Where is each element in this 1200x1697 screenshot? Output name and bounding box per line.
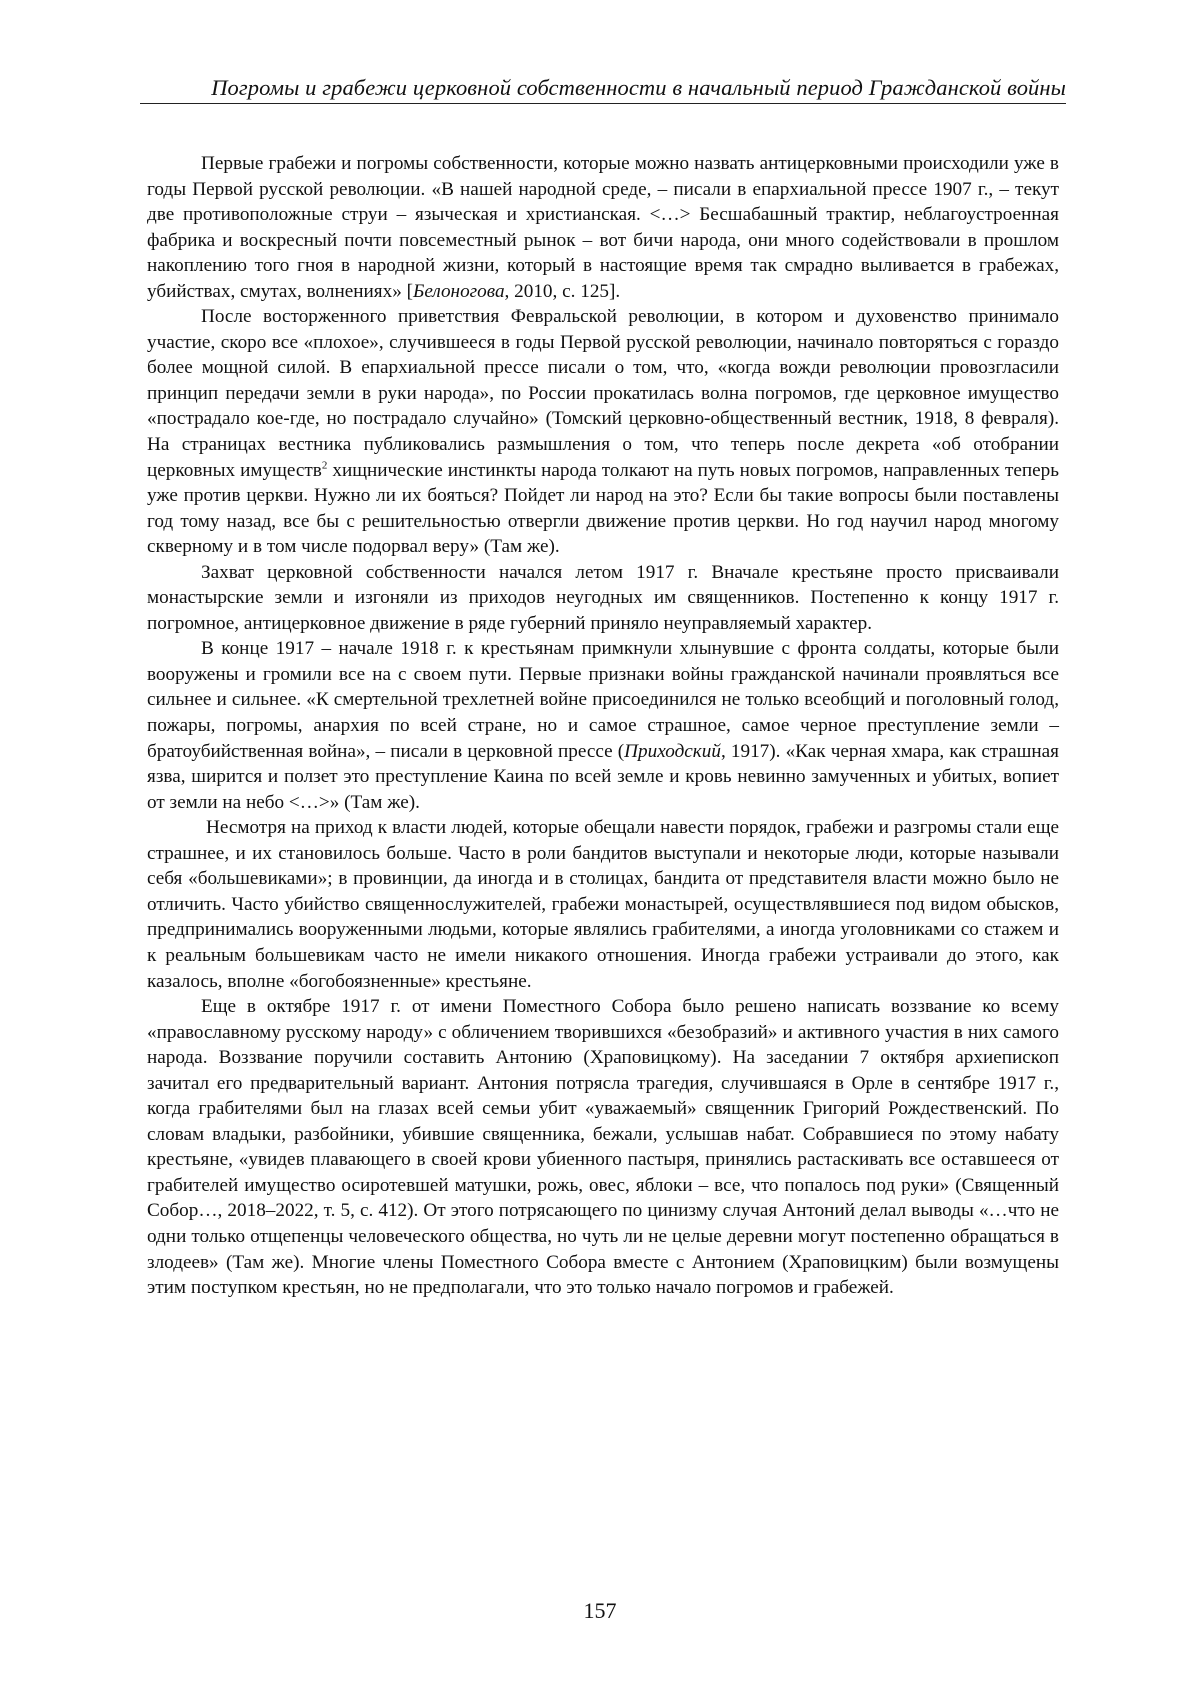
paragraph-5: Несмотря на приход к власти людей, которые обещали навести порядок, грабежи и раз­громы стали еще страшнее, и их становилось больше. Часто в роли бандитов выступали и неко­торые люди, которые называли себя «большевиками»; в провинции, да иногда и в столицах, бандита от представителя власти можно было не отличить. Часто убийство священнослужите­лей, грабежи монастырей, осуществлявшиеся под видом обысков, предпринимались вооружен­ными людьми, которые являлись грабителями, а иногда уголовниками со стажем и к реальным большевикам часто не имели никакого отношения. Иногда грабежи устраивали до этого, как казалось, вполне «богобоязненные» крестьяне. xyxy=(147,815,1059,994)
citation-author: Белоногова xyxy=(413,281,505,302)
paragraph-2: После восторженного приветствия Февральской революции, в котором и духовенство принимало участие, скоро все «плохое», случившееся в годы Первой русской революции, начинало повторяться с гораздо более мощной силой. В епархиальной прессе писали о том, что, «когда вожди революции провозгласили принцип передачи земли в руки народа», по России прокатилась волна погромов, где церковное имущество «пострадало кое-где, но пострадало случайно» (Томский церковно-общественный вестник, 1918, 8 февраля). На страницах вестника публиковались размышления о том, что теперь после декрета «об отобрании церковных иму­ществ2 хищнические инстинкты народа толкают на путь новых погромов, направленных теперь уже против церкви. Нужно ли их бояться? Пойдет ли народ на это? Если бы такие вопросы бы­ли поставлены год тому назад, все бы с решительностью отвергли движение против церкви. Но год научил народ многому скверному и в том числе подорвал веру» (Там же). xyxy=(147,304,1059,559)
paragraph-3: Захват церковной собственности начался летом 1917 г. Вначале крестьяне просто при­сваивали монастырские земли и изгоняли из приходов неугодных им священников. Постепенно к концу 1917 г. погромное, антицерковное движение в ряде губерний приняло неуправляемый характер. xyxy=(147,560,1059,637)
article-body xyxy=(147,151,1059,1301)
journal-page xyxy=(0,0,1200,1697)
footnote-marker: 2 xyxy=(322,459,328,471)
header-divider xyxy=(140,103,1066,104)
paragraph-6: Еще в октябре 1917 г. от имени Поместного Собора было решено написать воззвание ко всему «православному русскому народу» с обличением творившихся «безобразий» и активного участия в них самого народа. Воззвание поручили составить Антонию (Храповицкому). На за­седании 7 октября архиепископ зачитал его предварительный вариант. Антония потрясла тра­гедия, случившаяся в Орле в сентябре 1917 г., когда грабителями был на глазах всей семьи убит «уважаемый» священник Григорий Рождественский. По словам владыки, разбойники, убившие священника, бежали, услышав набат. Собравшиеся по этому набату крестьяне, «увидев плава­ющего в своей крови убиенного пастыря, принялись растаскивать все оставшееся от грабителей имущество осиротевшей матушки, рожь, овес, яблоки – все, что попалось под руки» (Священ­ный Собор…, 2018–2022, т. 5, с. 412). От этого потрясающего по цинизму случая Антоний де­лал выводы «…что не одни только отщепенцы человеческого общества, но чуть ли не целые деревни могут постепенно обращаться в злодеев» (Там же). Многие члены Поместного Собора вместе с Антонием (Храповицким) были возмущены этим поступком крестьян, но не предпола­гали, что это только начало погромов и грабежей. xyxy=(147,994,1059,1301)
running-header-title: Погромы и грабежи церковной собственности в начальный период Гражданской войны xyxy=(140,72,1066,104)
paragraph-4: В конце 1917 – начале 1918 г. к крестьянам примкнули хлынувшие с фронта солдаты, ко­торые были вооружены и громили все на с своем пути. Первые признаки войны гражданской начинали проявляться все сильнее и сильнее. «К смертельной трехлетней войне присоединился не только всеобщий и поголовный голод, пожары, погромы, анархия по всей стране, но и самое страшное, самое черное преступление земли – братоубийственная война», – писали в церков­ной прессе (Приходский, 1917). «Как черная хмара, как страшная язва, ширится и ползет это преступление Каина по всей земле и кровь невинно замученных и убитых, вопиет от земли на небо <…>» (Там же). xyxy=(147,636,1059,815)
paragraph-1: Первые грабежи и погромы собственности, которые можно назвать антицерковными происходили уже в годы Первой русской революции. «В нашей народной среде, – писали в епархиальной прессе 1907 г., – текут две противоположные струи – языческая и христианская. <…> Бесшабашный трактир, неблагоустроенная фабрика и воскресный почти повсеместный рынок – вот бичи народа, они много содействовали в прошлом накоплению того гноя в народ­ной жизни, который в настоящие время так смрадно выливается в грабежах, убийствах, смутах, волнениях» [Белоногова, 2010, с. 125]. xyxy=(147,151,1059,304)
page-number: 157 xyxy=(0,1597,1200,1625)
citation-author: Приходский xyxy=(624,741,721,762)
